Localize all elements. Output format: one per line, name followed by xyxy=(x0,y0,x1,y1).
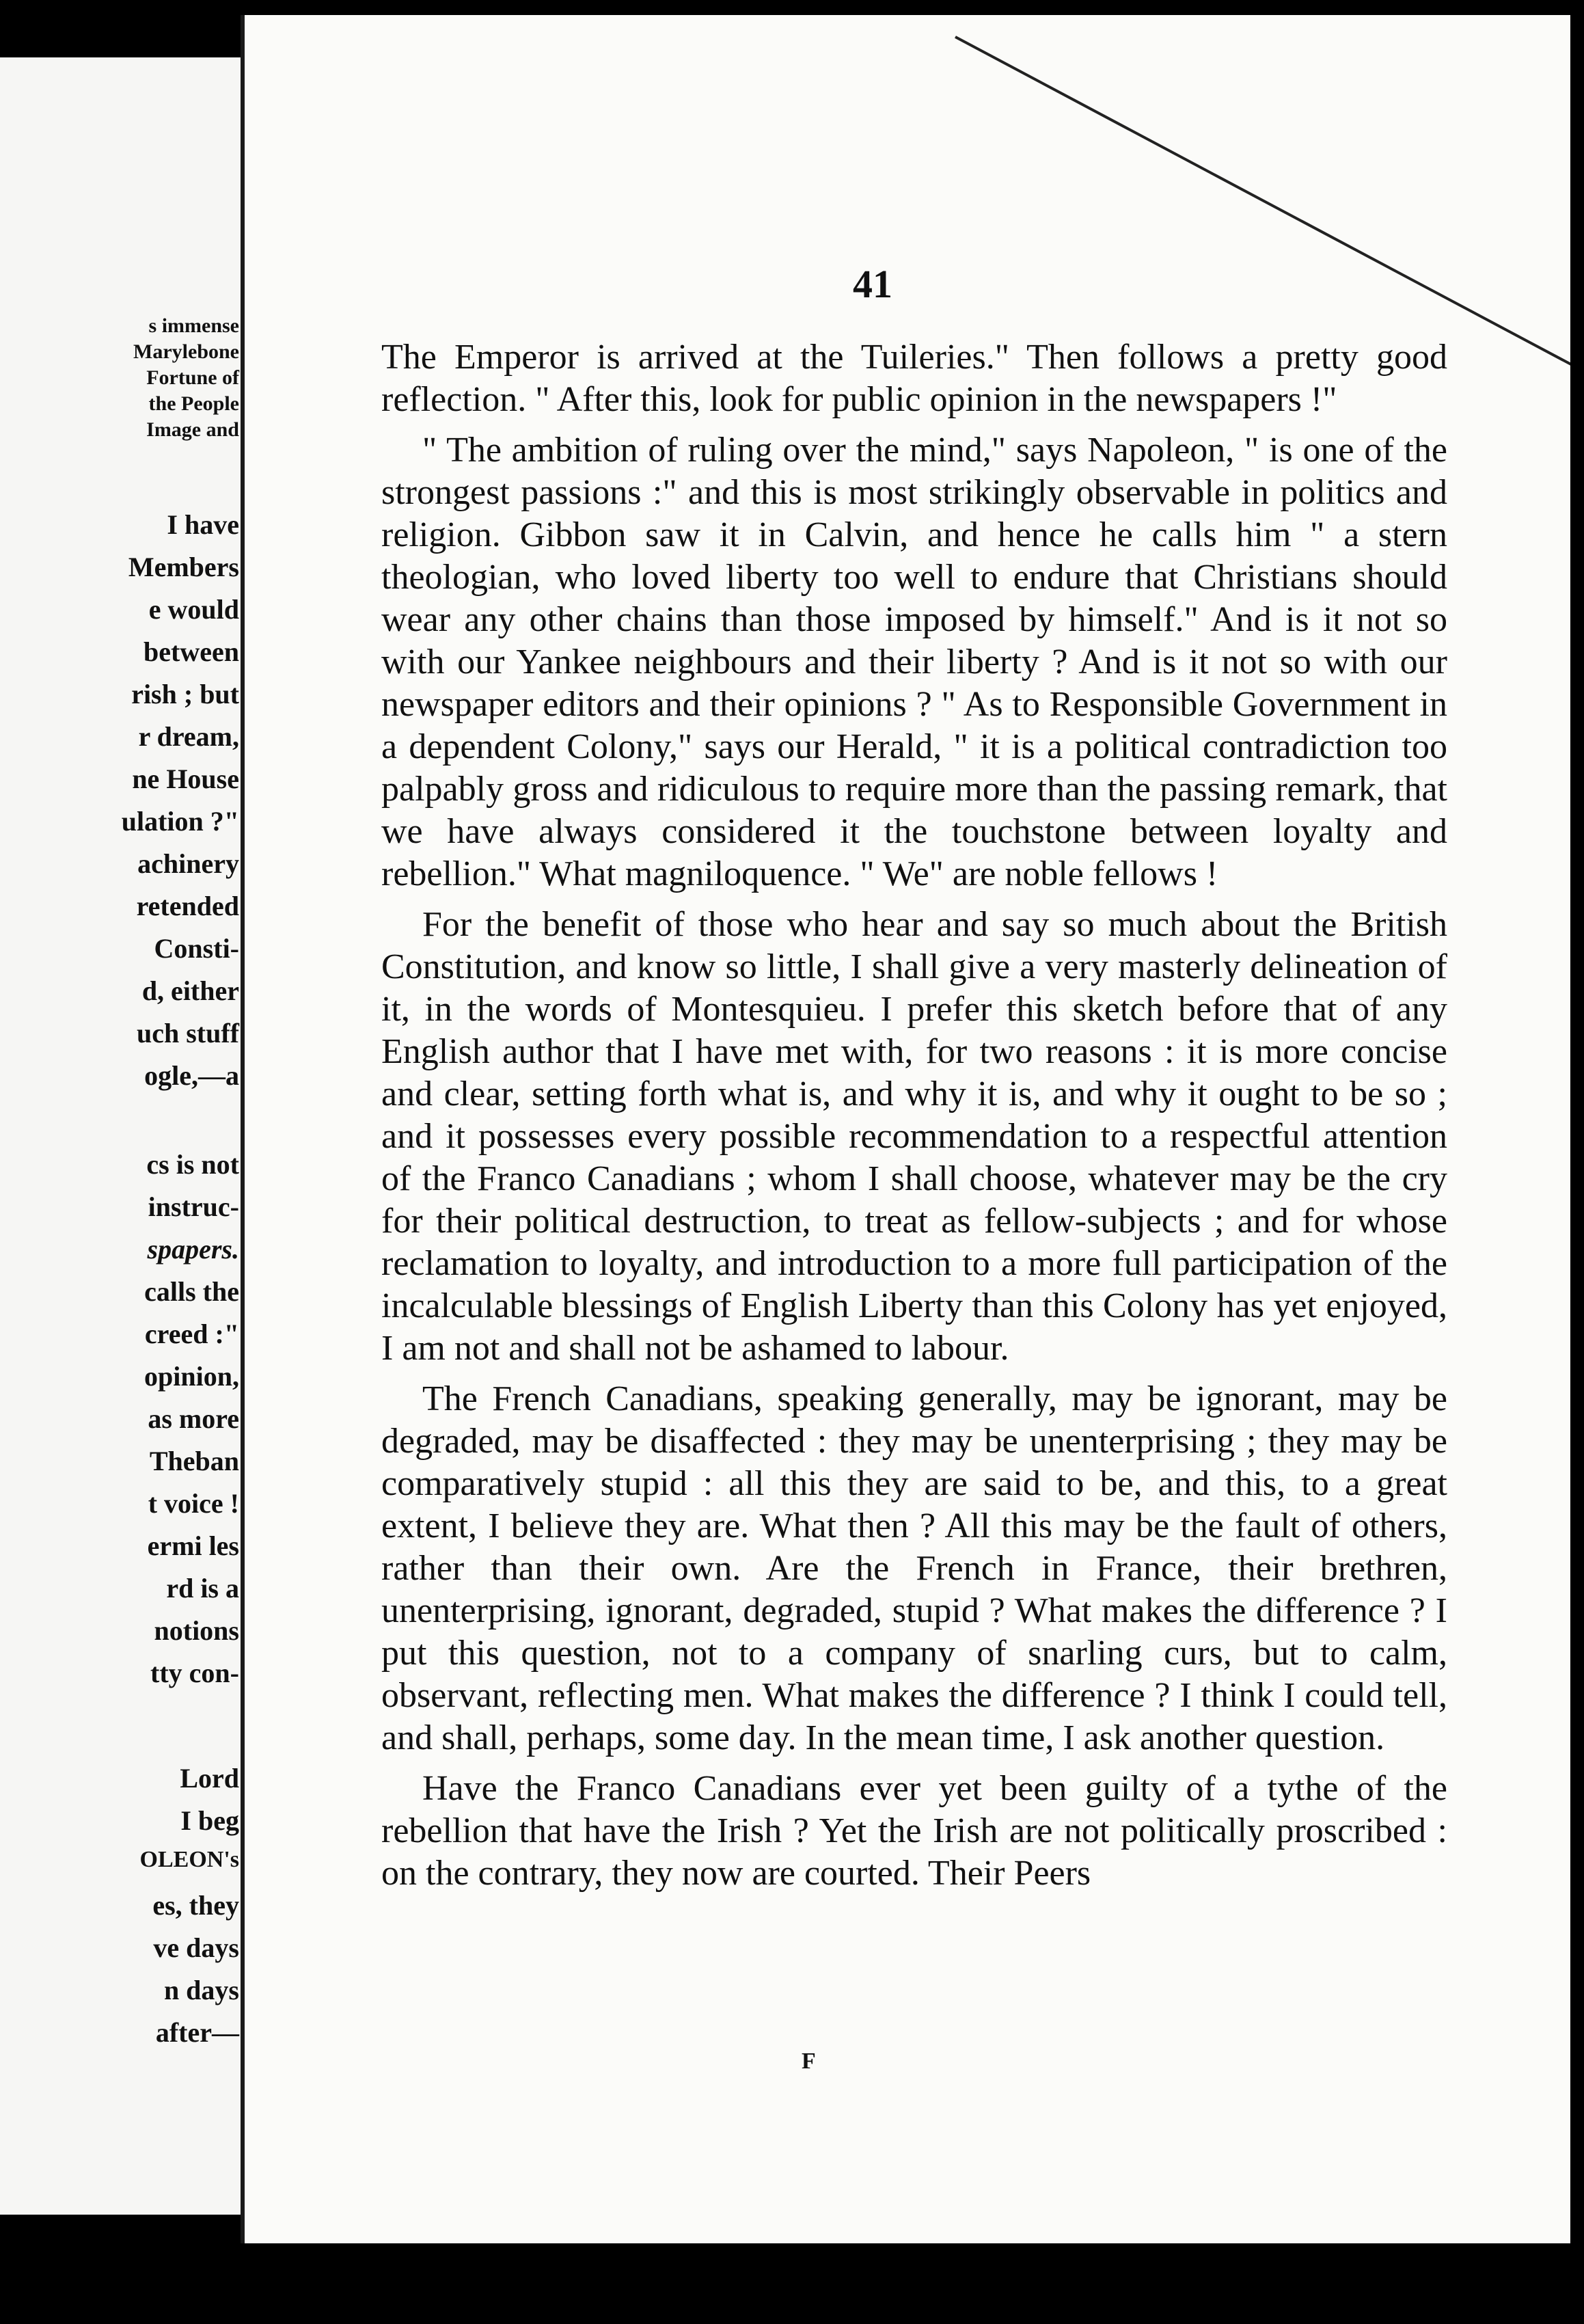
left-line: the People xyxy=(148,392,239,415)
left-line: Marylebone xyxy=(133,340,239,363)
left-line: ne House xyxy=(132,764,239,794)
paragraph: The Emperor is arrived at the Tuileries." Then follows a pretty good reflection. " After this, look for public opinion in the newspapers !" xyxy=(381,338,1447,419)
left-line: as more xyxy=(148,1403,239,1434)
left-line: creed :" xyxy=(144,1319,239,1349)
left-line: Lord xyxy=(180,1763,239,1794)
left-line: opinion, xyxy=(144,1361,239,1392)
left-line: rish ; but xyxy=(131,679,239,710)
left-line: ogle,—a xyxy=(144,1060,239,1091)
left-line: calls the xyxy=(144,1276,239,1307)
left-line: Fortune of xyxy=(146,366,239,389)
left-line: OLEON's xyxy=(139,1847,239,1872)
left-line: instruc- xyxy=(148,1191,239,1222)
left-line: notions xyxy=(154,1615,239,1646)
left-line: achinery xyxy=(137,848,239,879)
left-line: s immense xyxy=(148,314,239,337)
left-line: rd is a xyxy=(166,1573,239,1604)
left-line: r dream, xyxy=(138,721,239,752)
left-line: I have xyxy=(167,509,239,540)
left-line: ulation ?" xyxy=(121,806,239,837)
left-line: after— xyxy=(155,2017,239,2048)
right-page xyxy=(241,15,1570,2243)
paragraph: For the benefit of those who hear and say so much about the British Constitution, and know so little, I shall give a very masterly delineation of it, in the words of Montesquieu. I prefer this sketch before that of any English author that I have met with, for two reasons : it is more concise and clear, setting forth what is, and why it is, and why it ought to be so ; and it possesses every possible recommendation to a respectful attention of the Franco Canadians ; whom I shall choose, whatever may be the cry for their political destruction, to treat as fellow-subjects ; and for whose reclamation to loyalty, and introduction to a more full participation of the incalculable blessings of English Liberty than this Colony has yet enjoyed, I am not and shall not be ashamed to labour. xyxy=(381,905,1447,1368)
left-line: between xyxy=(144,636,239,667)
left-line: I beg xyxy=(180,1805,239,1836)
left-line: Members xyxy=(128,552,239,582)
left-line: e would xyxy=(148,594,239,625)
signature-mark: F xyxy=(802,2049,816,2074)
left-line: Theban xyxy=(149,1446,239,1476)
left-line: Image and xyxy=(146,418,239,441)
left-line: retended xyxy=(136,891,239,921)
left-line: cs is not xyxy=(146,1149,239,1180)
left-line: uch stuff xyxy=(136,1018,239,1049)
left-line: ermi les xyxy=(147,1530,239,1561)
paragraph: Have the Franco Canadians ever yet been guilty of a tythe of the rebellion that have the Irish ? Yet the Irish are not politically proscribed : on the contrary, they now are courted. Their Peers xyxy=(381,1769,1447,1893)
paragraph: The French Canadians, speaking generally, may be ignorant, may be degraded, may be disaffected : they may be unenterprising ; they may be comparatively stupid : all this they are said to be, and this, to a great extent, I believe they are. What then ? All this may be the fault of others, rather than their own. Are the French in France, their brethren, unenterprising, ignorant, degraded, stupid ? What makes the difference ? I put this question, not to a company of snarling curs, but to calm, observant, reflecting men. What makes the difference ? I think I could tell, and shall, perhaps, some day. In the mean time, I ask another question. xyxy=(381,1379,1447,1757)
left-line: n days xyxy=(163,1975,239,2005)
left-line: tty con- xyxy=(150,1658,239,1688)
left-line: d, either xyxy=(141,975,239,1006)
page-body xyxy=(381,336,1447,1903)
left-page-fragment xyxy=(0,57,254,2215)
page-number: 41 xyxy=(853,262,892,306)
left-line: t voice ! xyxy=(148,1488,239,1519)
left-line: spapers. xyxy=(147,1234,239,1265)
left-line: ve days xyxy=(153,1932,239,1963)
paragraph: " The ambition of ruling over the mind," says Napoleon, " is one of the strongest passions :" and this is most strikingly observable in politics and religion. Gibbon saw it in Calvin, and hence he calls him " a stern theologian, who loved liberty too well to endure that Christians should wear any other chains than those imposed by himself." And is it not so with our Yankee neighbours and their liberty ? And is it not so with our newspaper editors and their opinions ? " As to Responsible Government in a dependent Colony," says our Herald, " it is a political contradiction too palpably gross and ridiculous to require more than the passing remark, that we have always considered it the touchstone between loyalty and rebellion." What magniloquence. " We" are noble fellows ! xyxy=(381,431,1447,893)
left-line: es, they xyxy=(152,1890,239,1921)
left-line: Consti- xyxy=(154,933,239,964)
